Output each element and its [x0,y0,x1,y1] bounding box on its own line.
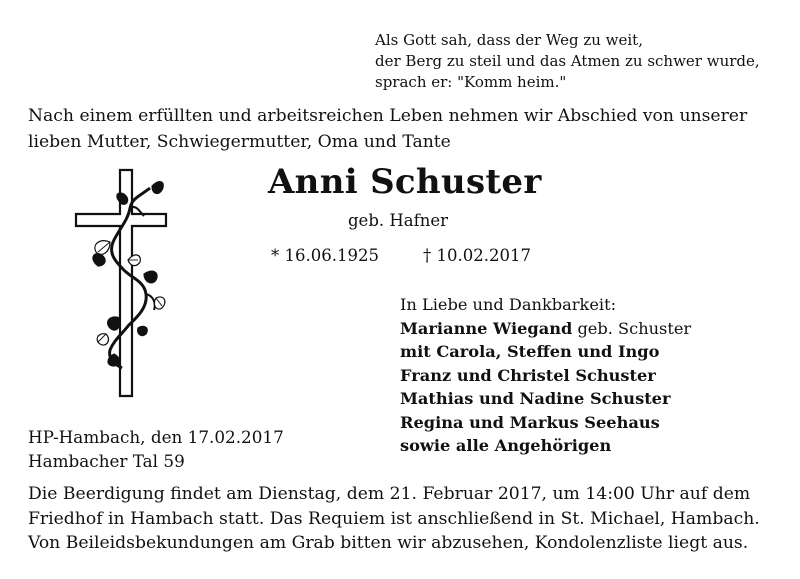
mourner-line: sowie alle Angehörigen [400,436,612,455]
place-date [28,425,284,473]
poem [375,30,760,93]
funeral-line: Friedhof in Hambach statt. Das Requiem ist anschließend in St. Michael, Hambach. [28,508,760,529]
mourner-line: Franz und Christel Schuster [400,365,656,385]
mourner-line: Regina und Markus Seehaus [400,412,660,432]
funeral-line: Die Beerdigung findet am Dienstag, dem 21. Februar 2017, um 14:00 Uhr auf dem [28,484,751,504]
poem-line: der Berg zu steil und das Atmen zu schwer wurde, [375,52,760,70]
death-date: † 10.02.2017 [423,246,531,265]
birth-date: * 16.06.1925 [271,246,379,265]
mourner-line [400,317,691,341]
mourner-birth-name: geb. Schuster [572,318,692,338]
intro-text [28,103,747,155]
mourner-name: Marianne Wiegand [400,318,573,338]
funeral-line: Von Beileidsbekundungen am Grab bitten wir abzusehen, Kondolenzliste liegt aus. [28,533,749,553]
address-line: Hambacher Tal 59 [28,451,185,471]
mourners-list [400,293,691,458]
poem-line: sprach er: "Komm heim." [375,73,567,91]
intro-line: Nach einem erfüllten und arbeitsreichen Leben nehmen wir Abschied von unserer [28,106,748,126]
intro-line: lieben Mutter, Schwiegermutter, Oma und Tante [28,132,451,152]
birth-name: geb. Hafner [348,211,448,230]
poem-line: Als Gott sah, dass der Weg zu weit, [375,31,643,49]
place-date-line: HP-Hambach, den 17.02.2017 [28,427,284,447]
mourner-line: mit Carola, Steffen und Ingo [400,342,660,361]
mourners-intro: In Liebe und Dankbarkeit: [400,295,617,314]
mourner-line: Mathias und Nadine Schuster [400,389,671,408]
cross-with-vine-icon [70,168,170,402]
deceased-name: Anni Schuster [268,162,542,202]
funeral-notice [28,482,760,556]
